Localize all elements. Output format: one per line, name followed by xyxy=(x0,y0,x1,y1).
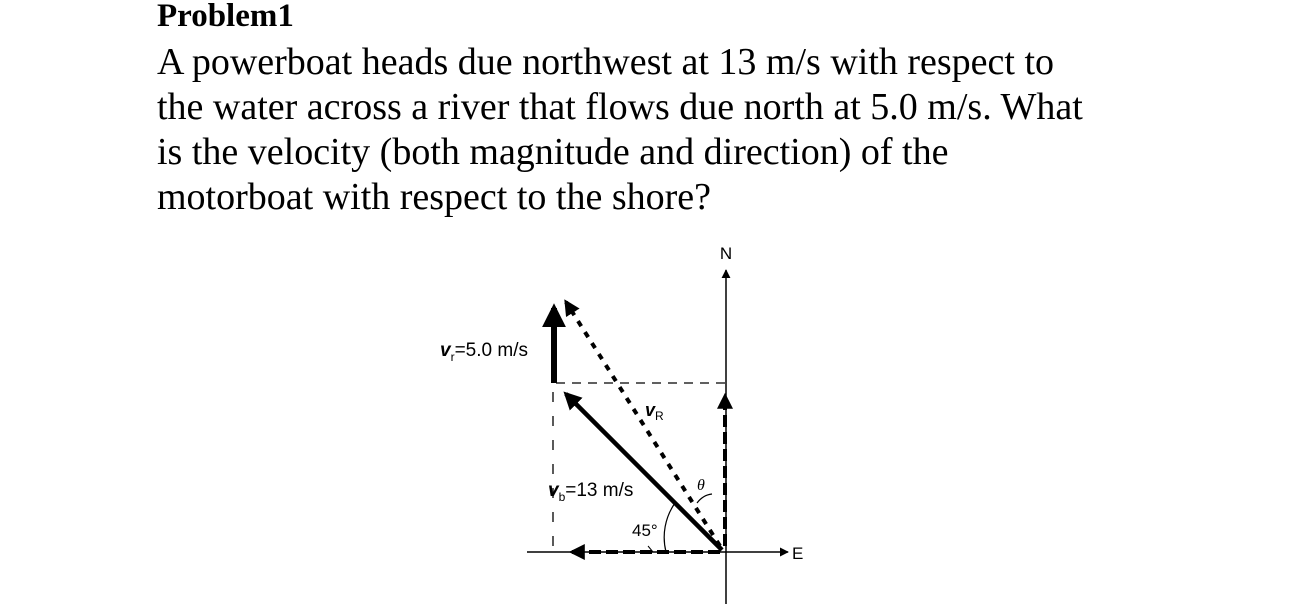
river-velocity-symbol: v xyxy=(440,340,451,361)
boat-velocity-symbol: v xyxy=(548,480,559,501)
problem-line-1: A powerboat heads due northwest at 13 m/s with respect to xyxy=(157,41,1055,83)
problem-line-3: is the velocity (both magnitude and direction) of the xyxy=(157,131,949,173)
resultant-symbol: v xyxy=(645,400,656,420)
boat-velocity-value: =13 m/s xyxy=(565,480,634,501)
river-velocity-subscript: r xyxy=(450,350,455,364)
angle-45-arc xyxy=(664,503,675,552)
problem-line-4: motorboat with respect to the shore? xyxy=(157,176,712,218)
resultant-velocity-label xyxy=(645,400,664,423)
north-label: N xyxy=(719,244,733,263)
resultant-subscript: R xyxy=(655,409,664,423)
resultant-velocity-vector xyxy=(566,302,720,546)
boat-velocity-label xyxy=(548,480,633,504)
boat-velocity-subscript: b xyxy=(558,490,566,504)
theta-label: θ xyxy=(697,477,705,494)
east-label: E xyxy=(792,544,804,563)
angle-theta-arc xyxy=(697,494,712,503)
problem-title: Problem1 xyxy=(157,0,294,34)
river-velocity-value: =5.0 m/s xyxy=(454,340,528,361)
river-velocity-label xyxy=(440,340,528,364)
problem-line-2: the water across a river that flows due north at 5.0 m/s. What xyxy=(157,86,1083,128)
angle-45-label: 45° xyxy=(632,521,658,540)
